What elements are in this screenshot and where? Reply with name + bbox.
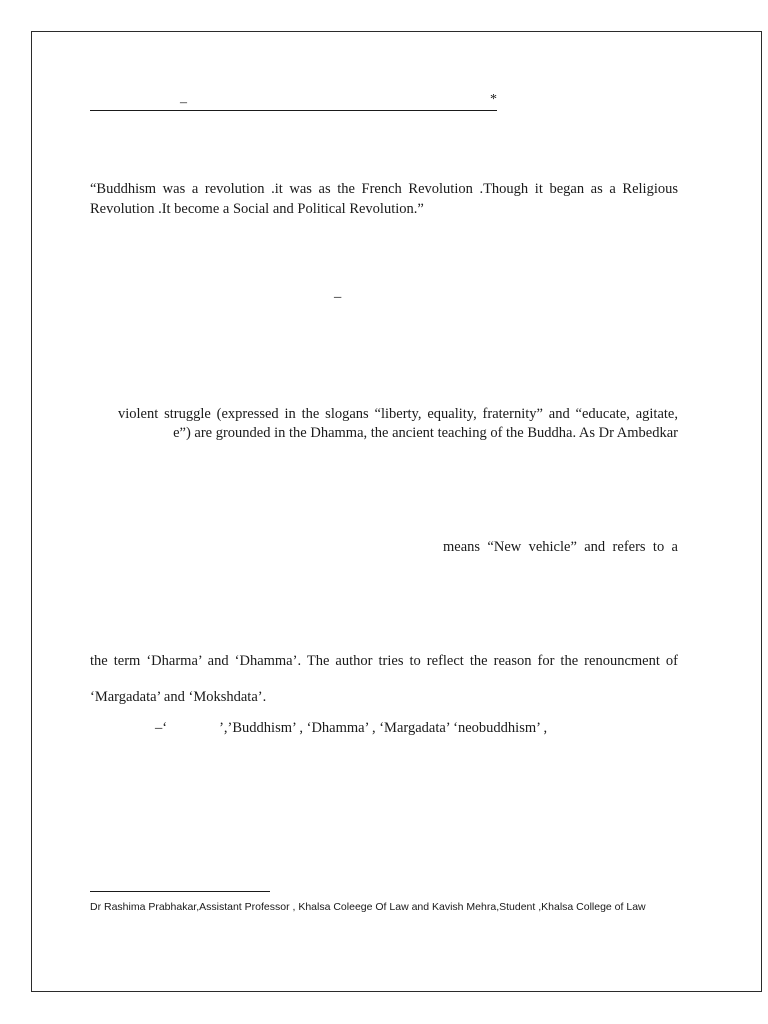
margadata-line: ‘Margadata’ and ‘Mokshdata’. xyxy=(90,689,267,705)
vehicle-line: means “New vehicle” and refers to a xyxy=(443,539,678,555)
footnote: Dr Rashima Prabhakar,Assistant Professor , Khalsa Coleege Of Law and Kavish Mehra,Student ,Khalsa College of Law xyxy=(90,901,646,913)
slogans-line-1: violent struggle (expressed in the slogans “liberty, equality, fraternity” and “educate, agitate, xyxy=(118,406,678,422)
page-border xyxy=(31,31,762,992)
footnote-rule xyxy=(90,891,270,892)
keywords-line xyxy=(155,719,547,738)
section-dash: – xyxy=(334,289,342,305)
title-footnote-mark: * xyxy=(490,92,497,107)
quote-line-2: Revolution .It become a Social and Political Revolution.” xyxy=(90,201,424,217)
dharma-line: the term ‘Dharma’ and ‘Dhamma’. The author tries to reflect the reason for the renouncment of xyxy=(90,653,678,669)
title-underline xyxy=(90,110,497,111)
title-dash: – xyxy=(180,95,187,110)
keywords-lead: –‘ xyxy=(155,720,168,736)
keywords-list: ’,’Buddhism’ , ‘Dhamma’ , ‘Margadata’ ‘neobuddhism’ , xyxy=(219,720,548,736)
slogans-line-2: e”) are grounded in the Dhamma, the ancient teaching of the Buddha. As Dr Ambedkar xyxy=(173,425,678,441)
quote-line-1: “Buddhism was a revolution .it was as the French Revolution .Though it began as a Religious xyxy=(90,181,678,197)
